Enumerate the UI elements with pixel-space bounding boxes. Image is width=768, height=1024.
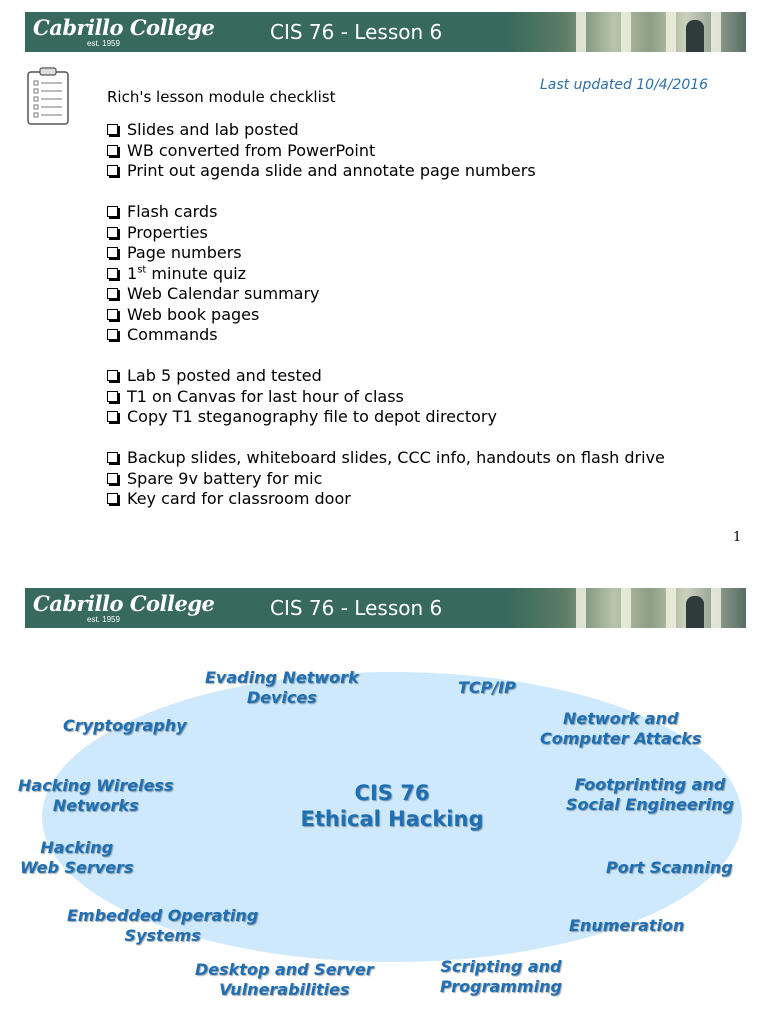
logo-est: est. 1959 [87,615,120,624]
checklist-group-1 [107,120,536,182]
checklist-item: Spare 9v battery for mic [107,469,665,490]
topic-hacking-wireless: Hacking Wireless Networks [18,776,174,815]
last-updated: Last updated 10/4/2016 [540,77,709,93]
topic-embedded-os: Embedded Operating Systems [67,906,259,945]
checklist-item-quiz: 1st minute quiz [107,264,320,285]
topic-desktop-server-vulns: Desktop and Server Vulnerabilities [195,960,374,999]
topic-hacking-web-servers: Hacking Web Servers [20,838,134,877]
topic-tcp-ip: TCP/IP [458,678,516,697]
topic-evading-network-devices: Evading Network Devices [205,668,359,707]
checkbox-icon [107,309,118,320]
lesson-title: CIS 76 - Lesson 6 [270,20,443,44]
checklist-group-4 [107,448,665,510]
checkbox-icon [107,268,118,279]
checkbox-icon [107,329,118,340]
topic-port-scanning: Port Scanning [606,858,733,877]
checkbox-icon [107,288,118,299]
checkbox-icon [107,493,118,504]
checkbox-icon [107,452,118,463]
checklist-item: T1 on Canvas for last hour of class [107,387,497,408]
header-banner [25,588,746,628]
topic-footprinting: Footprinting and Social Engineering [566,775,734,814]
checkbox-icon [107,145,118,156]
course-name: Ethical Hacking [300,807,484,831]
checklist-item: Page numbers [107,243,320,264]
clipboard-icon [26,66,70,126]
checklist-item: Print out agenda slide and annotate page numbers [107,161,536,182]
header-banner [25,12,746,52]
topic-scripting-programming: Scripting and Programming [440,957,562,996]
checklist-item: Web Calendar summary [107,284,320,305]
checklist-group-2 [107,202,320,346]
checklist-item: Web book pages [107,305,320,326]
topic-enumeration: Enumeration [569,916,685,935]
checkbox-icon [107,411,118,422]
checklist-item: WB converted from PowerPoint [107,141,536,162]
logo-est: est. 1959 [87,39,120,48]
checkbox-icon [107,165,118,176]
slide-2 [0,580,768,1024]
checkbox-icon [107,206,118,217]
checkbox-icon [107,473,118,484]
topic-network-computer-attacks: Network and Computer Attacks [540,709,702,748]
checklist-item: Key card for classroom door [107,489,665,510]
checklist-item: Lab 5 posted and tested [107,366,497,387]
checkbox-icon [107,247,118,258]
banner-photo [506,588,746,628]
checklist-group-3 [107,366,497,428]
checkbox-icon [107,124,118,135]
course-title [282,780,502,832]
checklist-item: Backup slides, whiteboard slides, CCC info, handouts on flash drive [107,448,665,469]
checklist-item: Properties [107,223,320,244]
checklist-title: Rich's lesson module checklist [107,88,336,106]
checklist-item: Commands [107,325,320,346]
checklist-item: Slides and lab posted [107,120,536,141]
checkbox-icon [107,370,118,381]
checklist-item: Copy T1 steganography file to depot directory [107,407,497,428]
checkbox-icon [107,391,118,402]
course-code: CIS 76 [354,781,430,805]
checklist-item: Flash cards [107,202,320,223]
topic-cryptography: Cryptography [63,716,187,735]
college-logo: Cabrillo College [33,591,215,616]
page-number: 1 [733,530,742,545]
college-logo: Cabrillo College [33,15,215,40]
checkbox-icon [107,227,118,238]
banner-photo [506,12,746,52]
lesson-title: CIS 76 - Lesson 6 [270,596,443,620]
